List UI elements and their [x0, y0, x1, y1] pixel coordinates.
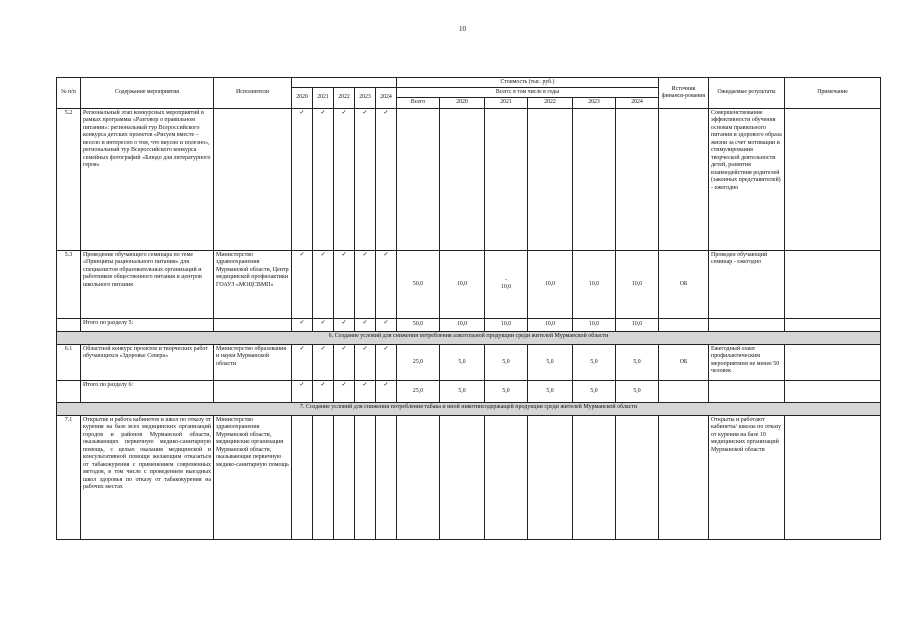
cell-year-value: 10,0 — [500, 284, 512, 291]
row-number — [57, 380, 81, 402]
check-mark: ✓ — [334, 250, 355, 318]
check-mark: ✓ — [313, 380, 334, 402]
header-row-1 — [57, 78, 881, 88]
cell-year: 5,0 — [616, 344, 659, 380]
check-mark: ✓ — [355, 380, 376, 402]
check-mark: ✓ — [376, 344, 397, 380]
row-executors: Министерство образования и науки Мурманской области — [214, 344, 292, 380]
cell-year: 10,0 — [528, 250, 573, 318]
cell-year — [485, 250, 528, 318]
row-executors — [214, 380, 292, 402]
cell-year — [528, 108, 573, 250]
row-result — [709, 380, 785, 402]
section-heading: 6. Создание условий для снижения потребления алкогольной продукции среди жителей Мурманской области — [57, 331, 881, 344]
section-heading-row — [57, 331, 881, 344]
header-year: 2021 — [313, 88, 334, 108]
row-content: Проведение обучающего семинара по теме «Принципы рационального питания» для специалистов образовательных организаций и работников общественного питания и центров школьного питания — [81, 250, 214, 318]
row-executors — [214, 318, 292, 331]
section-heading: 7. Создание условий для снижения потребления табака и иной никотинсодержащей продукции среди жителей Мурманской области — [57, 402, 881, 415]
row-note — [785, 380, 881, 402]
cell-year — [573, 108, 616, 250]
table-row — [57, 415, 881, 539]
header-year: 2024 — [376, 88, 397, 108]
cell-year: 10,0 — [573, 318, 616, 331]
cell-year: 5,0 — [528, 380, 573, 402]
subtotal-label: Итого по разделу 6: — [81, 380, 214, 402]
section-heading-row — [57, 402, 881, 415]
subtotal-label: Итого по разделу 5: — [81, 318, 214, 331]
row-note — [785, 318, 881, 331]
year-cell — [334, 415, 355, 539]
row-result: Совершенствование эффективности обучения основам правильного питания и здорового образа жизни за счет мотивации и стимулирования творческой деятельности детей, развития взаимодействия родителей (законных представителей) - ежегодно — [709, 108, 785, 250]
check-mark: ✓ — [292, 344, 313, 380]
cell-total: 25,0 — [397, 380, 440, 402]
check-mark: ✓ — [292, 108, 313, 250]
check-mark: ✓ — [334, 380, 355, 402]
dash-mark: - — [505, 276, 507, 283]
header-total: Всего — [397, 98, 440, 108]
header-no: № п/п — [57, 78, 81, 109]
check-mark: ✓ — [334, 318, 355, 331]
check-mark: ✓ — [313, 344, 334, 380]
cell-year — [440, 415, 485, 539]
header-cost: Стоимость (тыс. руб.) — [397, 78, 659, 88]
header-notes: Примечание — [785, 78, 881, 109]
year-cell — [355, 415, 376, 539]
check-mark: ✓ — [313, 250, 334, 318]
cell-year: 10,0 — [440, 250, 485, 318]
cell-year: 10,0 — [616, 318, 659, 331]
header-cost-year: 2021 — [485, 98, 528, 108]
table-row — [57, 250, 881, 318]
row-result — [709, 318, 785, 331]
cell-source — [659, 380, 709, 402]
row-executors: Министерство здравоохранения Мурманской области, Центр медицинской профилактики ГОАУЗ «МОЦСВМП» — [214, 250, 292, 318]
header-executors: Исполнители — [214, 78, 292, 109]
cell-year: 5,0 — [573, 380, 616, 402]
check-mark: ✓ — [313, 318, 334, 331]
cell-year: 10,0 — [573, 250, 616, 318]
cell-year — [616, 108, 659, 250]
row-content: Открытие и работа кабинетов и школ по отказу от курения на базе всех медицинских организаций городов и районов Мурманской области, оказывающих первичную медико-санитарную помощь, с целью оказания медицинской и консультативной помощи желающим отказаться от табакокурения с применением современных методов, в том числе с проведением выездных школ здоровья по отказу от табакокурения на рабочих местах — [81, 415, 214, 539]
row-number: 7.1 — [57, 415, 81, 539]
header-source: Источник финанси-рования — [659, 78, 709, 109]
cell-total: 25,0 — [397, 344, 440, 380]
cell-source — [659, 318, 709, 331]
row-number: 5.2 — [57, 108, 81, 250]
check-mark: ✓ — [292, 318, 313, 331]
header-cost-year: 2020 — [440, 98, 485, 108]
header-years-blank — [292, 78, 397, 88]
cell-year: 5,0 — [440, 344, 485, 380]
cell-year: 5,0 — [573, 344, 616, 380]
subtotal-row — [57, 318, 881, 331]
cell-year: 10,0 — [616, 250, 659, 318]
cell-year — [528, 415, 573, 539]
row-executors — [214, 108, 292, 250]
row-note — [785, 415, 881, 539]
header-cost-sub: Всего: в том числе в годы — [397, 88, 659, 98]
cell-source — [659, 108, 709, 250]
cell-year — [616, 415, 659, 539]
header-cost-year: 2024 — [616, 98, 659, 108]
table-row — [57, 108, 881, 250]
row-note — [785, 108, 881, 250]
row-note — [785, 250, 881, 318]
header-content: Содержание мероприятия — [81, 78, 214, 109]
cell-year — [573, 415, 616, 539]
row-number — [57, 318, 81, 331]
header-cost-year: 2022 — [528, 98, 573, 108]
cell-source: ОБ — [659, 344, 709, 380]
check-mark: ✓ — [334, 108, 355, 250]
row-content: Областной конкурс проектов и творческих работ обучающихся «Здоровье Севера» — [81, 344, 214, 380]
check-mark: ✓ — [292, 250, 313, 318]
year-cell — [376, 415, 397, 539]
cell-year: 5,0 — [485, 344, 528, 380]
header-cost-year: 2023 — [573, 98, 616, 108]
check-mark: ✓ — [292, 380, 313, 402]
cell-total — [397, 415, 440, 539]
row-result: Открыты и работают кабинеты/ школы по отказу от курения на базе 10 медицинских организаций Мурманской области — [709, 415, 785, 539]
row-content: Региональный этап конкурсных мероприятий в рамках программы «Разговор о правильном питании»: региональный тур Всероссийского конкурса детских проектов «Рисуем вместе – весело и интересно о том, что вкусно и полезно», региональный тур Всероссийского конкурса семейных фотографий «Блюдо для литературного героя» — [81, 108, 214, 250]
cell-year: 5,0 — [485, 380, 528, 402]
row-result: Проведен обучающий семинар - ежегодно — [709, 250, 785, 318]
row-number: 6.1 — [57, 344, 81, 380]
cell-year — [485, 108, 528, 250]
header-year: 2020 — [292, 88, 313, 108]
check-mark: ✓ — [355, 250, 376, 318]
header-year: 2022 — [334, 88, 355, 108]
cell-year: 5,0 — [528, 344, 573, 380]
cell-year: 10,0 — [528, 318, 573, 331]
cell-source: ОБ — [659, 250, 709, 318]
check-mark: ✓ — [376, 318, 397, 331]
check-mark: ✓ — [355, 108, 376, 250]
cell-source — [659, 415, 709, 539]
subtotal-row — [57, 380, 881, 402]
year-cell — [313, 415, 334, 539]
row-note — [785, 344, 881, 380]
check-mark: ✓ — [355, 344, 376, 380]
check-mark: ✓ — [334, 344, 355, 380]
check-mark: ✓ — [355, 318, 376, 331]
cell-year: 10,0 — [485, 318, 528, 331]
cell-year — [485, 415, 528, 539]
year-cell — [292, 415, 313, 539]
cell-total — [397, 108, 440, 250]
cell-year: 10,0 — [440, 318, 485, 331]
cell-total: 50,0 — [397, 318, 440, 331]
check-mark: ✓ — [376, 250, 397, 318]
table-row — [57, 344, 881, 380]
check-mark: ✓ — [376, 380, 397, 402]
row-executors: Министерство здравоохранения Мурманской области, медицинские организации Мурманской области, оказывающие первичную медико-санитарную помощь — [214, 415, 292, 539]
cell-year: 5,0 — [616, 380, 659, 402]
row-number: 5.3 — [57, 250, 81, 318]
check-mark: ✓ — [313, 108, 334, 250]
cell-year: 5,0 — [440, 380, 485, 402]
row-result: Ежегодный охват профилактическим мероприятием не менее 50 человек — [709, 344, 785, 380]
page-number: 10 — [459, 25, 466, 33]
measures-table — [56, 77, 881, 540]
cell-total: 50,0 — [397, 250, 440, 318]
header-year: 2023 — [355, 88, 376, 108]
cell-year — [440, 108, 485, 250]
header-results: Ожидаемые результаты — [709, 78, 785, 109]
check-mark: ✓ — [376, 108, 397, 250]
